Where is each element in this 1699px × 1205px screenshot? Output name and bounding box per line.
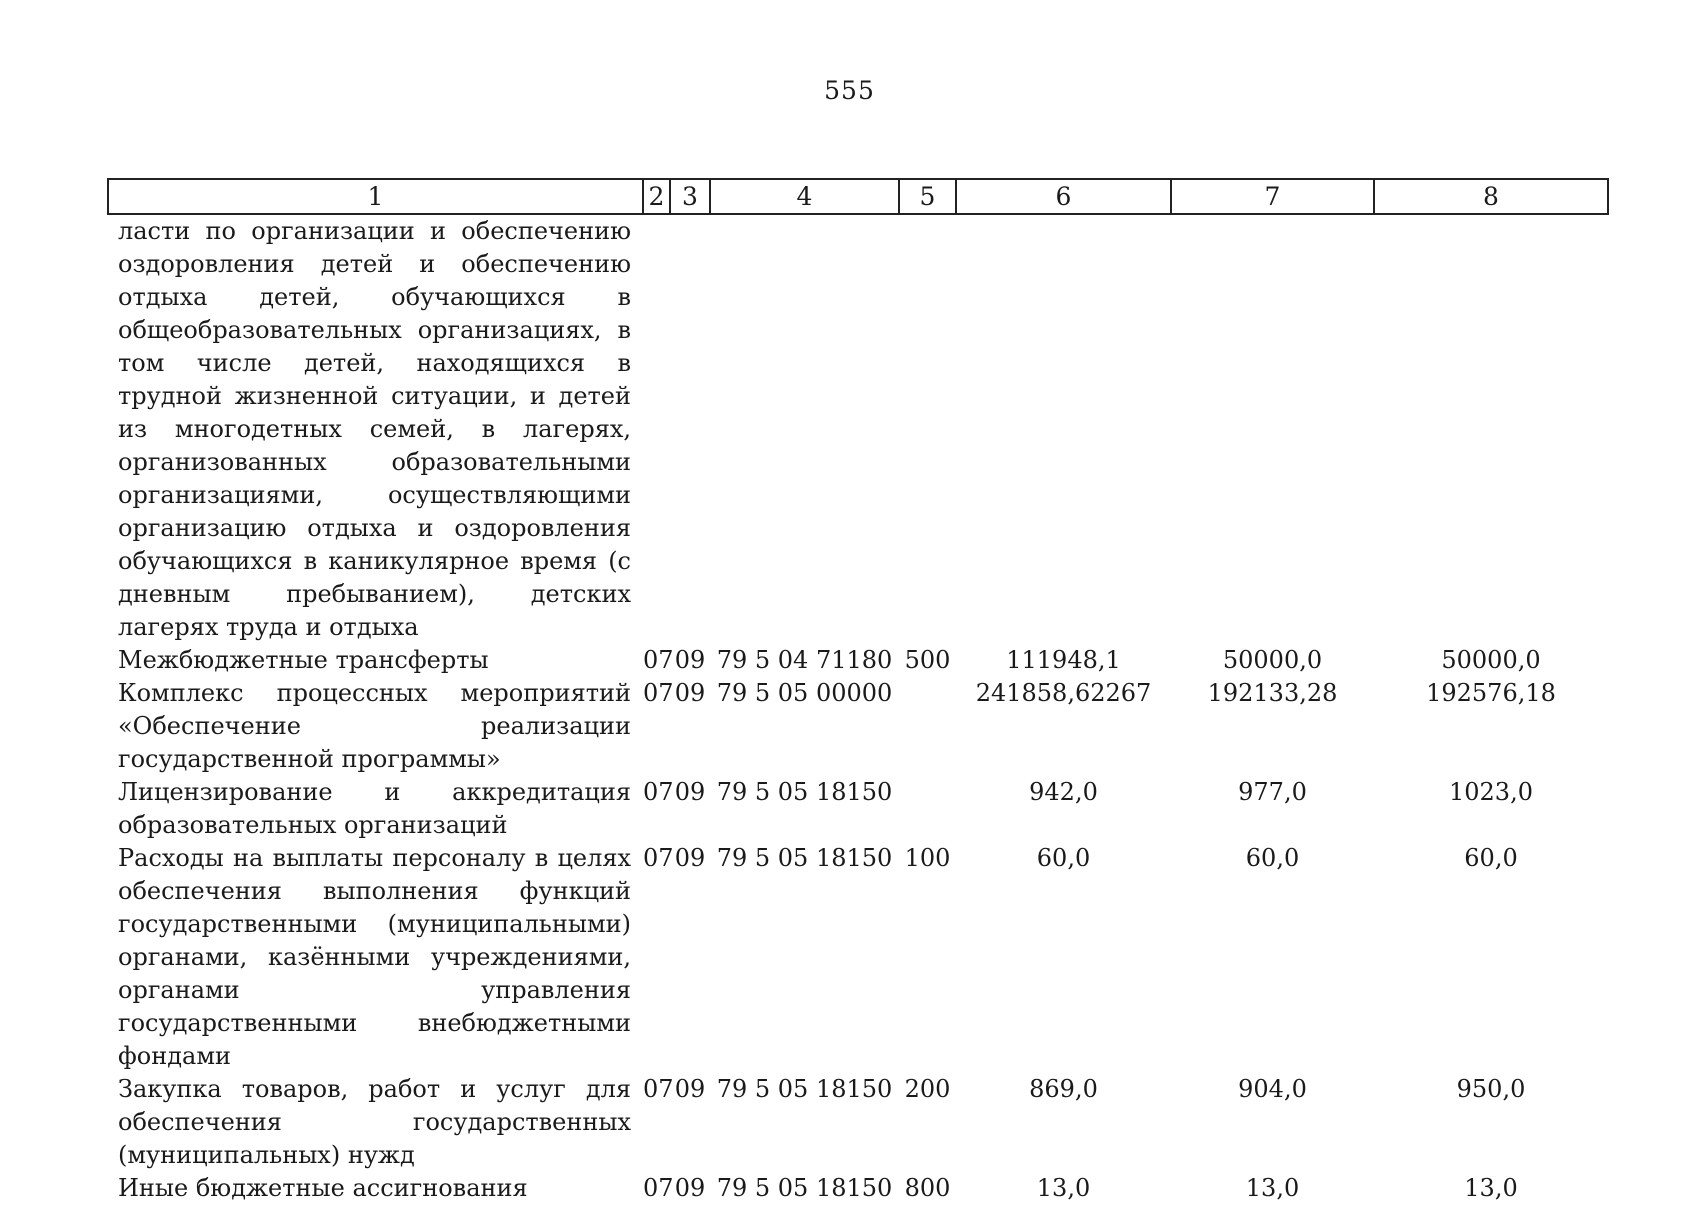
table-row [108,214,1608,644]
row-prz: 09 [674,778,706,806]
row-year-1: 241858,62267 [975,679,1152,707]
row-year-3 [1374,214,1608,644]
row-name: Закупка товаров, работ и услуг для обеспечения государственных (муниципальных) нужд [118,1075,631,1169]
row-year-2: 60,0 [1245,844,1300,872]
row-csr: 79 5 05 00000 [716,679,893,707]
row-vr [899,214,956,644]
row-prz [670,214,710,644]
table-row [108,842,1608,1073]
table-row [108,644,1608,677]
table-row [108,1073,1608,1172]
row-prz: 09 [674,679,706,707]
row-year-3: 192576,18 [1426,679,1556,707]
row-vr: 200 [904,1075,951,1103]
row-name: Расходы на выплаты персоналу в целях обеспечения выполнения функций государственными (муниципальными) органами, казёнными учреждениями, органами управления государственными внебюджетными фондами [118,844,631,1070]
header-col-4: 4 [710,179,899,214]
row-csr: 79 5 05 18150 [716,778,893,806]
table-row [108,776,1608,842]
table-row [108,677,1608,776]
header-col-2: 2 [643,179,670,214]
row-vr: 500 [904,646,951,674]
table-header [108,179,1608,214]
row-rz: 07 [643,646,674,674]
row-rz: 07 [643,1174,674,1202]
row-year-1: 111948,1 [1006,646,1121,674]
row-prz: 09 [674,646,706,674]
header-col-1: 1 [108,179,643,214]
row-prz: 09 [674,1174,706,1202]
row-year-1: 869,0 [1029,1075,1098,1103]
row-year-1 [956,214,1171,644]
row-year-2: 192133,28 [1207,679,1338,707]
row-year-2: 50000,0 [1222,646,1323,674]
row-vr: 800 [904,1174,951,1202]
row-year-3: 50000,0 [1441,646,1541,674]
row-name: Комплекс процессных мероприятий «Обеспечение реализации государственной программы» [118,679,631,773]
row-rz: 07 [643,1075,674,1103]
row-rz: 07 [643,844,674,872]
row-year-2: 904,0 [1238,1075,1307,1103]
table-row [108,1172,1608,1205]
row-rz [643,214,670,644]
header-col-6: 6 [956,179,1171,214]
row-name: ласти по организации и обеспечению оздоровления детей и обеспечению отдыха детей, обучающихся в общеобразовательных организациях, в том числе детей, находящихся в трудной жизненной ситуации, и детей из многодетных семей, в лагерях, организованных образовательными организациями, осуществляющими организацию отдыха и оздоровления обучающихся в каникулярное время (с дневным пребыванием), детских лагерях труда и отдыха [118,217,631,641]
row-name: Иные бюджетные ассигнования [118,1174,528,1202]
row-csr: 79 5 05 18150 [716,1075,893,1103]
row-year-3: 950,0 [1456,1075,1526,1103]
header-col-3: 3 [670,179,710,214]
row-year-3: 13,0 [1464,1174,1518,1202]
row-year-1: 942,0 [1029,778,1098,806]
row-vr [899,677,956,776]
header-col-5: 5 [899,179,956,214]
row-year-3: 60,0 [1464,844,1518,872]
page-number: 555 [824,76,875,105]
row-year-3: 1023,0 [1449,778,1533,806]
row-vr: 100 [904,844,951,872]
row-csr: 79 5 05 18150 [716,1174,893,1202]
header-col-7: 7 [1171,179,1374,214]
table-body [108,214,1608,1205]
row-vr [899,776,956,842]
row-prz: 09 [674,1075,706,1103]
row-year-1: 13,0 [1036,1174,1091,1202]
row-csr: 79 5 04 71180 [716,646,893,674]
header-col-8: 8 [1374,179,1608,214]
row-year-1: 60,0 [1036,844,1091,872]
row-name: Межбюджетные трансферты [118,646,489,674]
row-year-2: 977,0 [1238,778,1307,806]
header-row [108,179,1608,214]
row-rz: 07 [643,679,674,707]
row-year-2 [1171,214,1374,644]
row-rz: 07 [643,778,674,806]
row-csr [710,214,899,644]
row-name: Лицензирование и аккредитация образовательных организаций [118,778,631,839]
row-year-2: 13,0 [1245,1174,1300,1202]
row-prz: 09 [674,844,706,872]
budget-table [107,178,1609,1205]
row-csr: 79 5 05 18150 [716,844,893,872]
